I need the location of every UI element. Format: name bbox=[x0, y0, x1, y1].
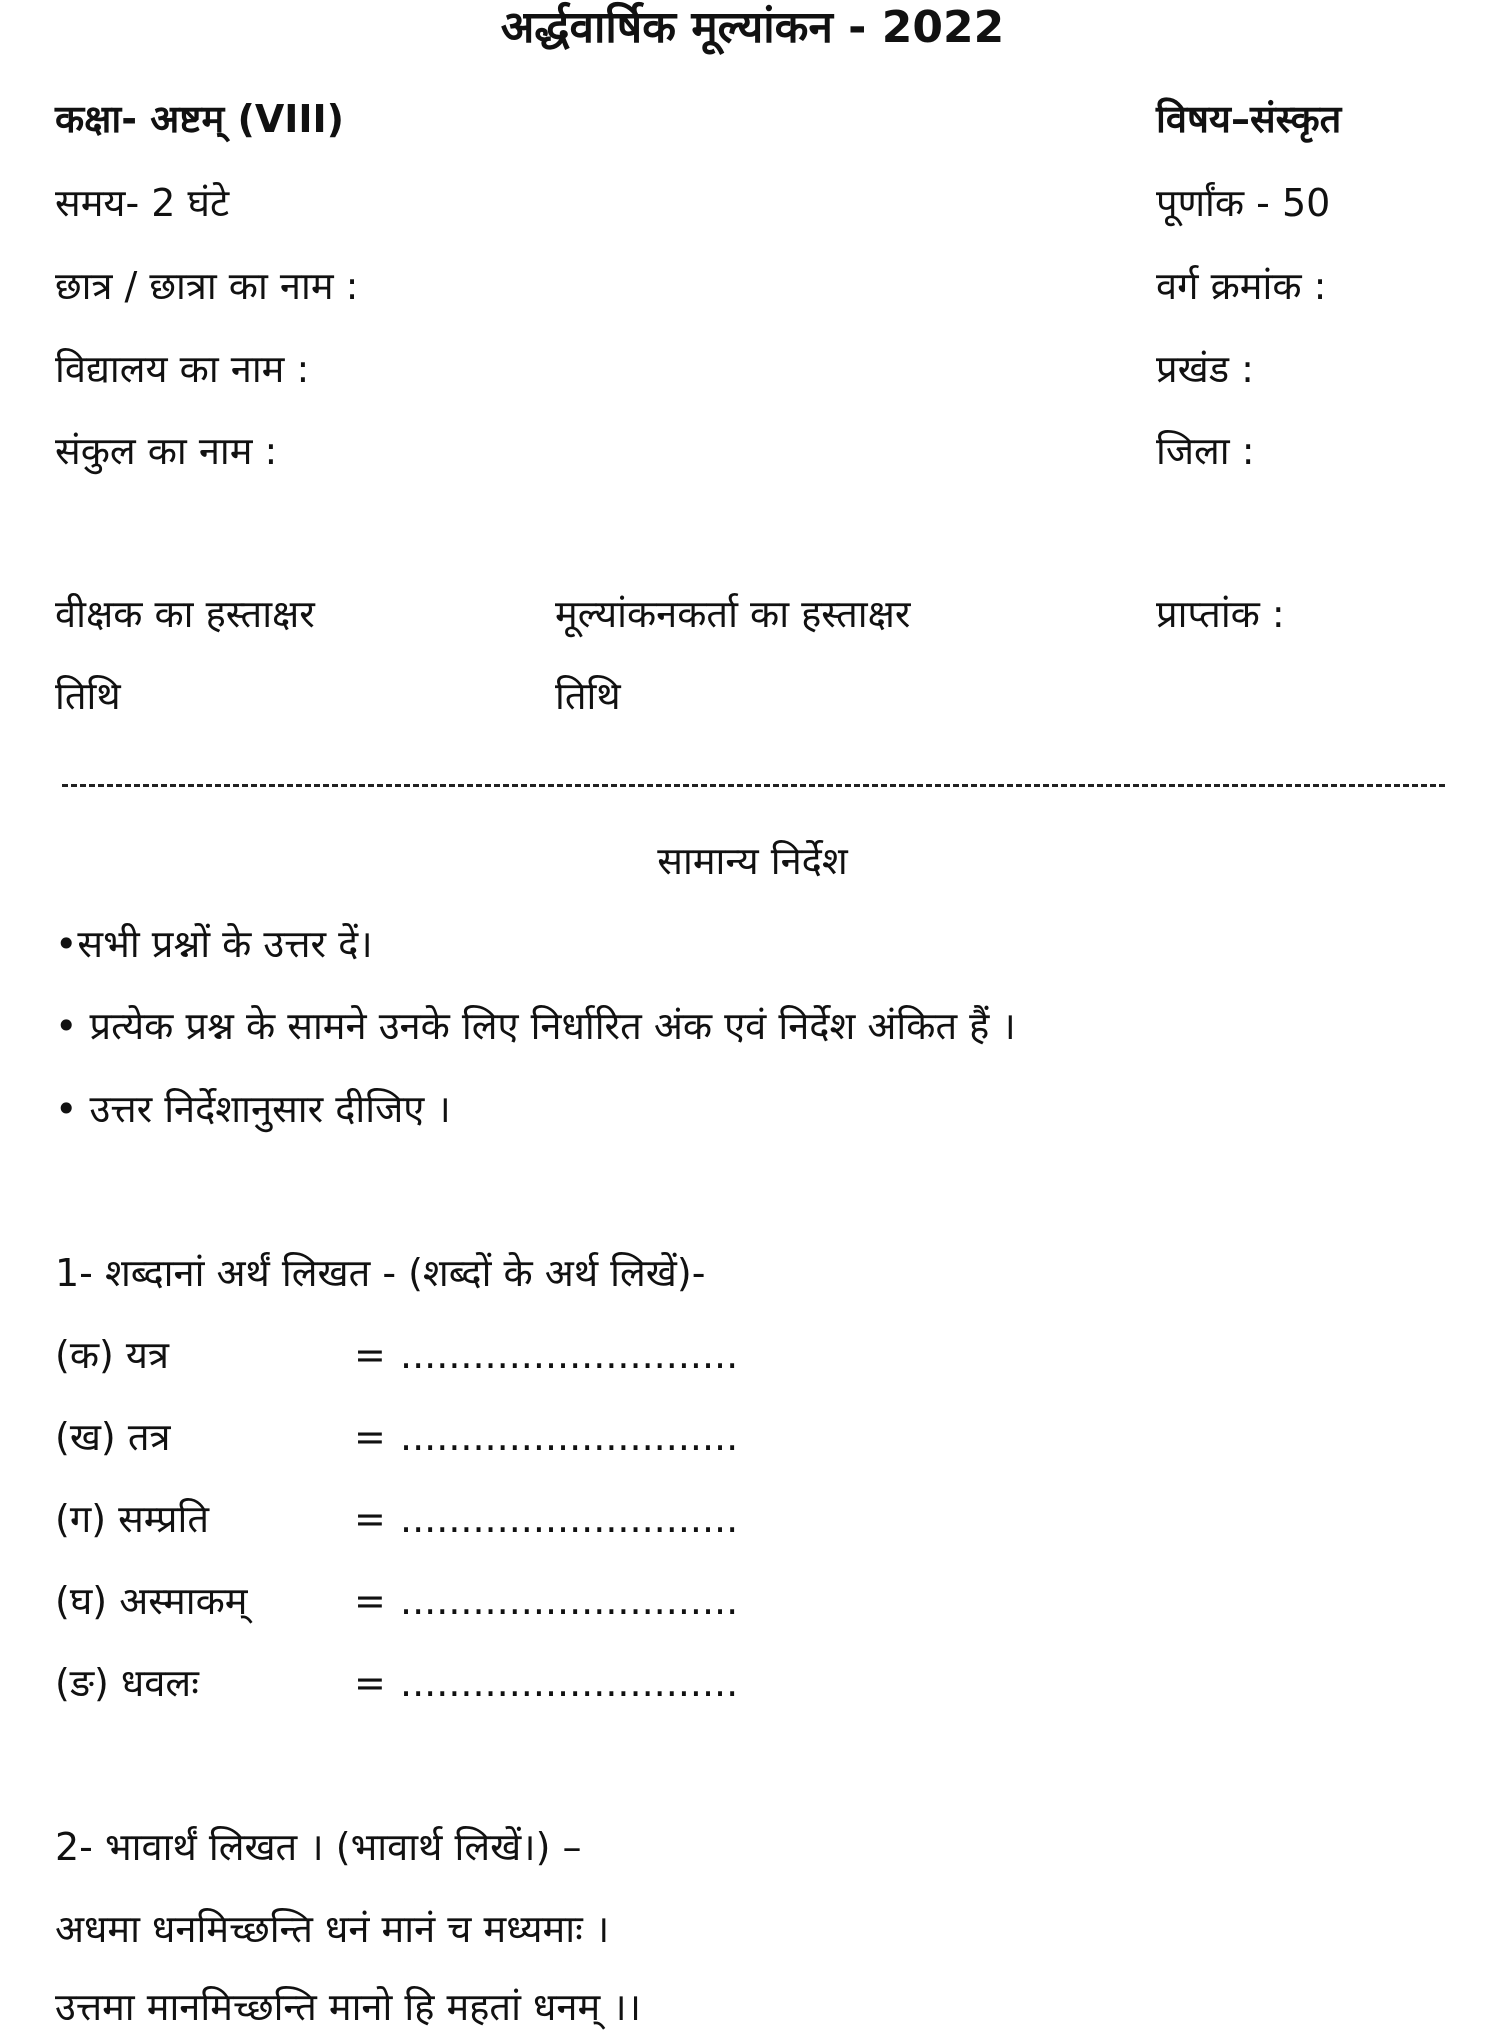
roll-number-label: वर्ग क्रमांक : bbox=[1156, 264, 1327, 308]
class-label: कक्षा- अष्टम् (VIII) bbox=[55, 97, 345, 141]
dashed-divider bbox=[62, 784, 1445, 787]
instruction-item: • प्रत्येक प्रश्न के सामने उनके लिए निर्धारित अंक एवं निर्देश अंकित हैं । bbox=[55, 1004, 1016, 1048]
question-1-prompt: 1- शब्दानां अर्थं लिखत - (शब्दों के अर्थ लिखें)- bbox=[55, 1251, 706, 1295]
q1-item-equals: = bbox=[354, 1415, 386, 1459]
verse-line-1: अधमा धनमिच्छन्ति धनं मानं च मध्यमाः । bbox=[55, 1907, 610, 1951]
date-label-evaluator: तिथि bbox=[555, 674, 621, 718]
invigilator-signature-label: वीक्षक का हस्ताक्षर bbox=[55, 592, 315, 636]
q1-answer-blank: ............................ bbox=[400, 1661, 739, 1705]
q1-item-equals: = bbox=[354, 1661, 386, 1705]
verse-line-2: उत्तमा मानमिच्छन्ति मानो हि महतां धनम् ।। bbox=[55, 1985, 642, 2029]
school-name-label: विद्यालय का नाम : bbox=[55, 347, 310, 391]
q1-answer-blank: ............................ bbox=[400, 1333, 739, 1377]
q1-answer-blank: ............................ bbox=[400, 1415, 739, 1459]
q1-item-equals: = bbox=[354, 1579, 386, 1623]
instruction-item: • उत्तर निर्देशानुसार दीजिए । bbox=[55, 1087, 451, 1131]
marks-obtained-label: प्राप्तांक : bbox=[1156, 592, 1285, 636]
q1-item-label: (क) यत्र bbox=[55, 1333, 169, 1377]
subject-label: विषय–संस्कृत bbox=[1156, 97, 1342, 141]
question-2-prompt: 2- भावार्थं लिखत । (भावार्थ लिखें।) – bbox=[55, 1825, 582, 1869]
q1-answer-blank: ............................ bbox=[400, 1579, 739, 1623]
instructions-heading: सामान्य निर्देश bbox=[657, 839, 848, 883]
evaluator-signature-label: मूल्यांकनकर्ता का हस्ताक्षर bbox=[555, 592, 911, 636]
instruction-item: •सभी प्रश्नों के उत्तर दें। bbox=[55, 922, 373, 966]
q1-item-label: (घ) अस्माकम् bbox=[55, 1579, 248, 1623]
q1-item-equals: = bbox=[354, 1333, 386, 1377]
date-label-invigilator: तिथि bbox=[55, 674, 121, 718]
full-marks-label: पूर्णांक - 50 bbox=[1156, 181, 1331, 225]
q1-answer-blank: ............................ bbox=[400, 1497, 739, 1541]
q1-item-label: (ख) तत्र bbox=[55, 1415, 171, 1459]
district-label: जिला : bbox=[1156, 429, 1255, 473]
time-label: समय- 2 घंटे bbox=[55, 181, 230, 225]
student-name-label: छात्र / छात्रा का नाम : bbox=[55, 264, 359, 308]
cluster-name-label: संकुल का नाम : bbox=[55, 429, 278, 473]
exam-title: अर्द्धवार्षिक मूल्यांकन - 2022 bbox=[500, 2, 1005, 53]
q1-item-label: (ग) सम्प्रति bbox=[55, 1497, 210, 1541]
q1-item-label: (ङ) धवलः bbox=[55, 1661, 199, 1705]
block-label: प्रखंड : bbox=[1156, 347, 1254, 391]
q1-item-equals: = bbox=[354, 1497, 386, 1541]
